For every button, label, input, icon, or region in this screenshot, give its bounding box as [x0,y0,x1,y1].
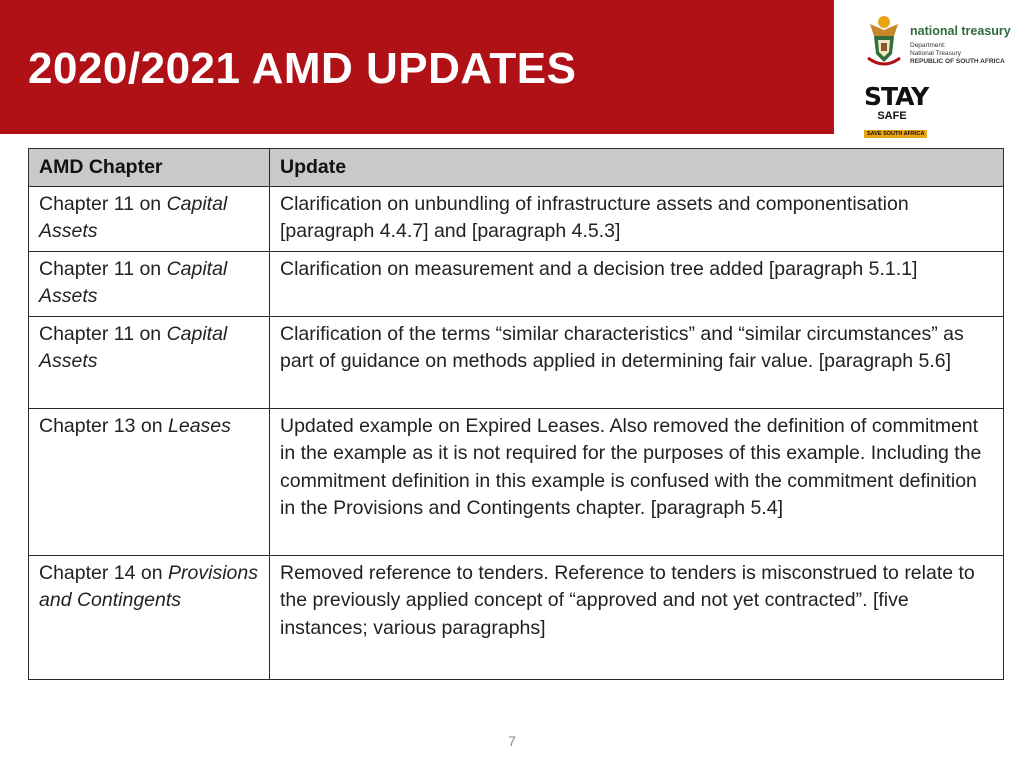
chapter-cell [29,316,270,408]
chapter-prefix: Chapter 11 on [39,192,167,215]
update-cell: Clarification on measurement and a decision tree added [paragraph 5.1.1] [270,251,1004,316]
chapter-cell [29,555,270,679]
update-cell: Clarification of the terms “similar characteristics” and “similar circumstances” as part of guidance on methods applied in determining fair value. [paragraph 5.6] [270,316,1004,408]
save-south-africa-ribbon: SAVE SOUTH AFRICA [864,130,927,138]
chapter-topic: Capital Assets [39,192,228,242]
header-amd-chapter: AMD Chapter [29,149,270,187]
logo-area [860,14,1020,139]
header-update: Update [270,149,1004,187]
page-number: 7 [508,733,516,749]
safe-word: SAFE [877,110,907,122]
table-row [29,555,1004,679]
table-row [29,186,1004,251]
chapter-cell [29,251,270,316]
amd-updates-table [28,148,1004,680]
chapter-prefix: Chapter 14 on [39,561,169,584]
slide-title: 2020/2021 AMD UPDATES [28,44,577,93]
update-cell: Updated example on Expired Leases. Also removed the definition of commitment in the example as it is not required for the purposes of this example. Including the commitment definition in this example is confused with the commitment definition in the Provisions and Contingents chapter. [paragraph 5.4] [270,408,1004,555]
chapter-prefix: Chapter 11 on [39,257,167,280]
chapter-prefix: Chapter 13 on [39,414,169,437]
stay-word: STAY [864,82,929,111]
brand-republic: REPUBLIC OF SOUTH AFRICA [910,58,1005,65]
table-row [29,408,1004,555]
coat-of-arms-icon [864,14,904,68]
table-header-row [29,149,1004,187]
title-banner [0,0,834,134]
update-cell: Removed reference to tenders. Reference to tenders is misconstrued to relate to the previously applied concept of “approved and not yet contracted”. [five instances; various paragraphs] [270,555,1004,679]
brand-department: Department: [910,42,946,49]
chapter-topic: Provisions and Contingents [39,561,258,611]
table-row [29,316,1004,408]
table-row [29,251,1004,316]
chapter-prefix: Chapter 11 on [39,322,167,345]
stay-safe-logo [864,84,932,140]
brand-treasury: National Treasury [910,50,961,57]
update-cell: Clarification on unbundling of infrastructure assets and componentisation [paragraph 4.4.7] and [paragraph 4.5.3] [270,186,1004,251]
national-treasury-brand [910,24,1020,66]
chapter-topic: Capital Assets [39,322,228,372]
chapter-cell [29,186,270,251]
chapter-cell [29,408,270,555]
chapter-topic: Capital Assets [39,257,228,307]
brand-name: national treasury [910,24,1011,38]
chapter-topic: Leases [168,414,231,437]
